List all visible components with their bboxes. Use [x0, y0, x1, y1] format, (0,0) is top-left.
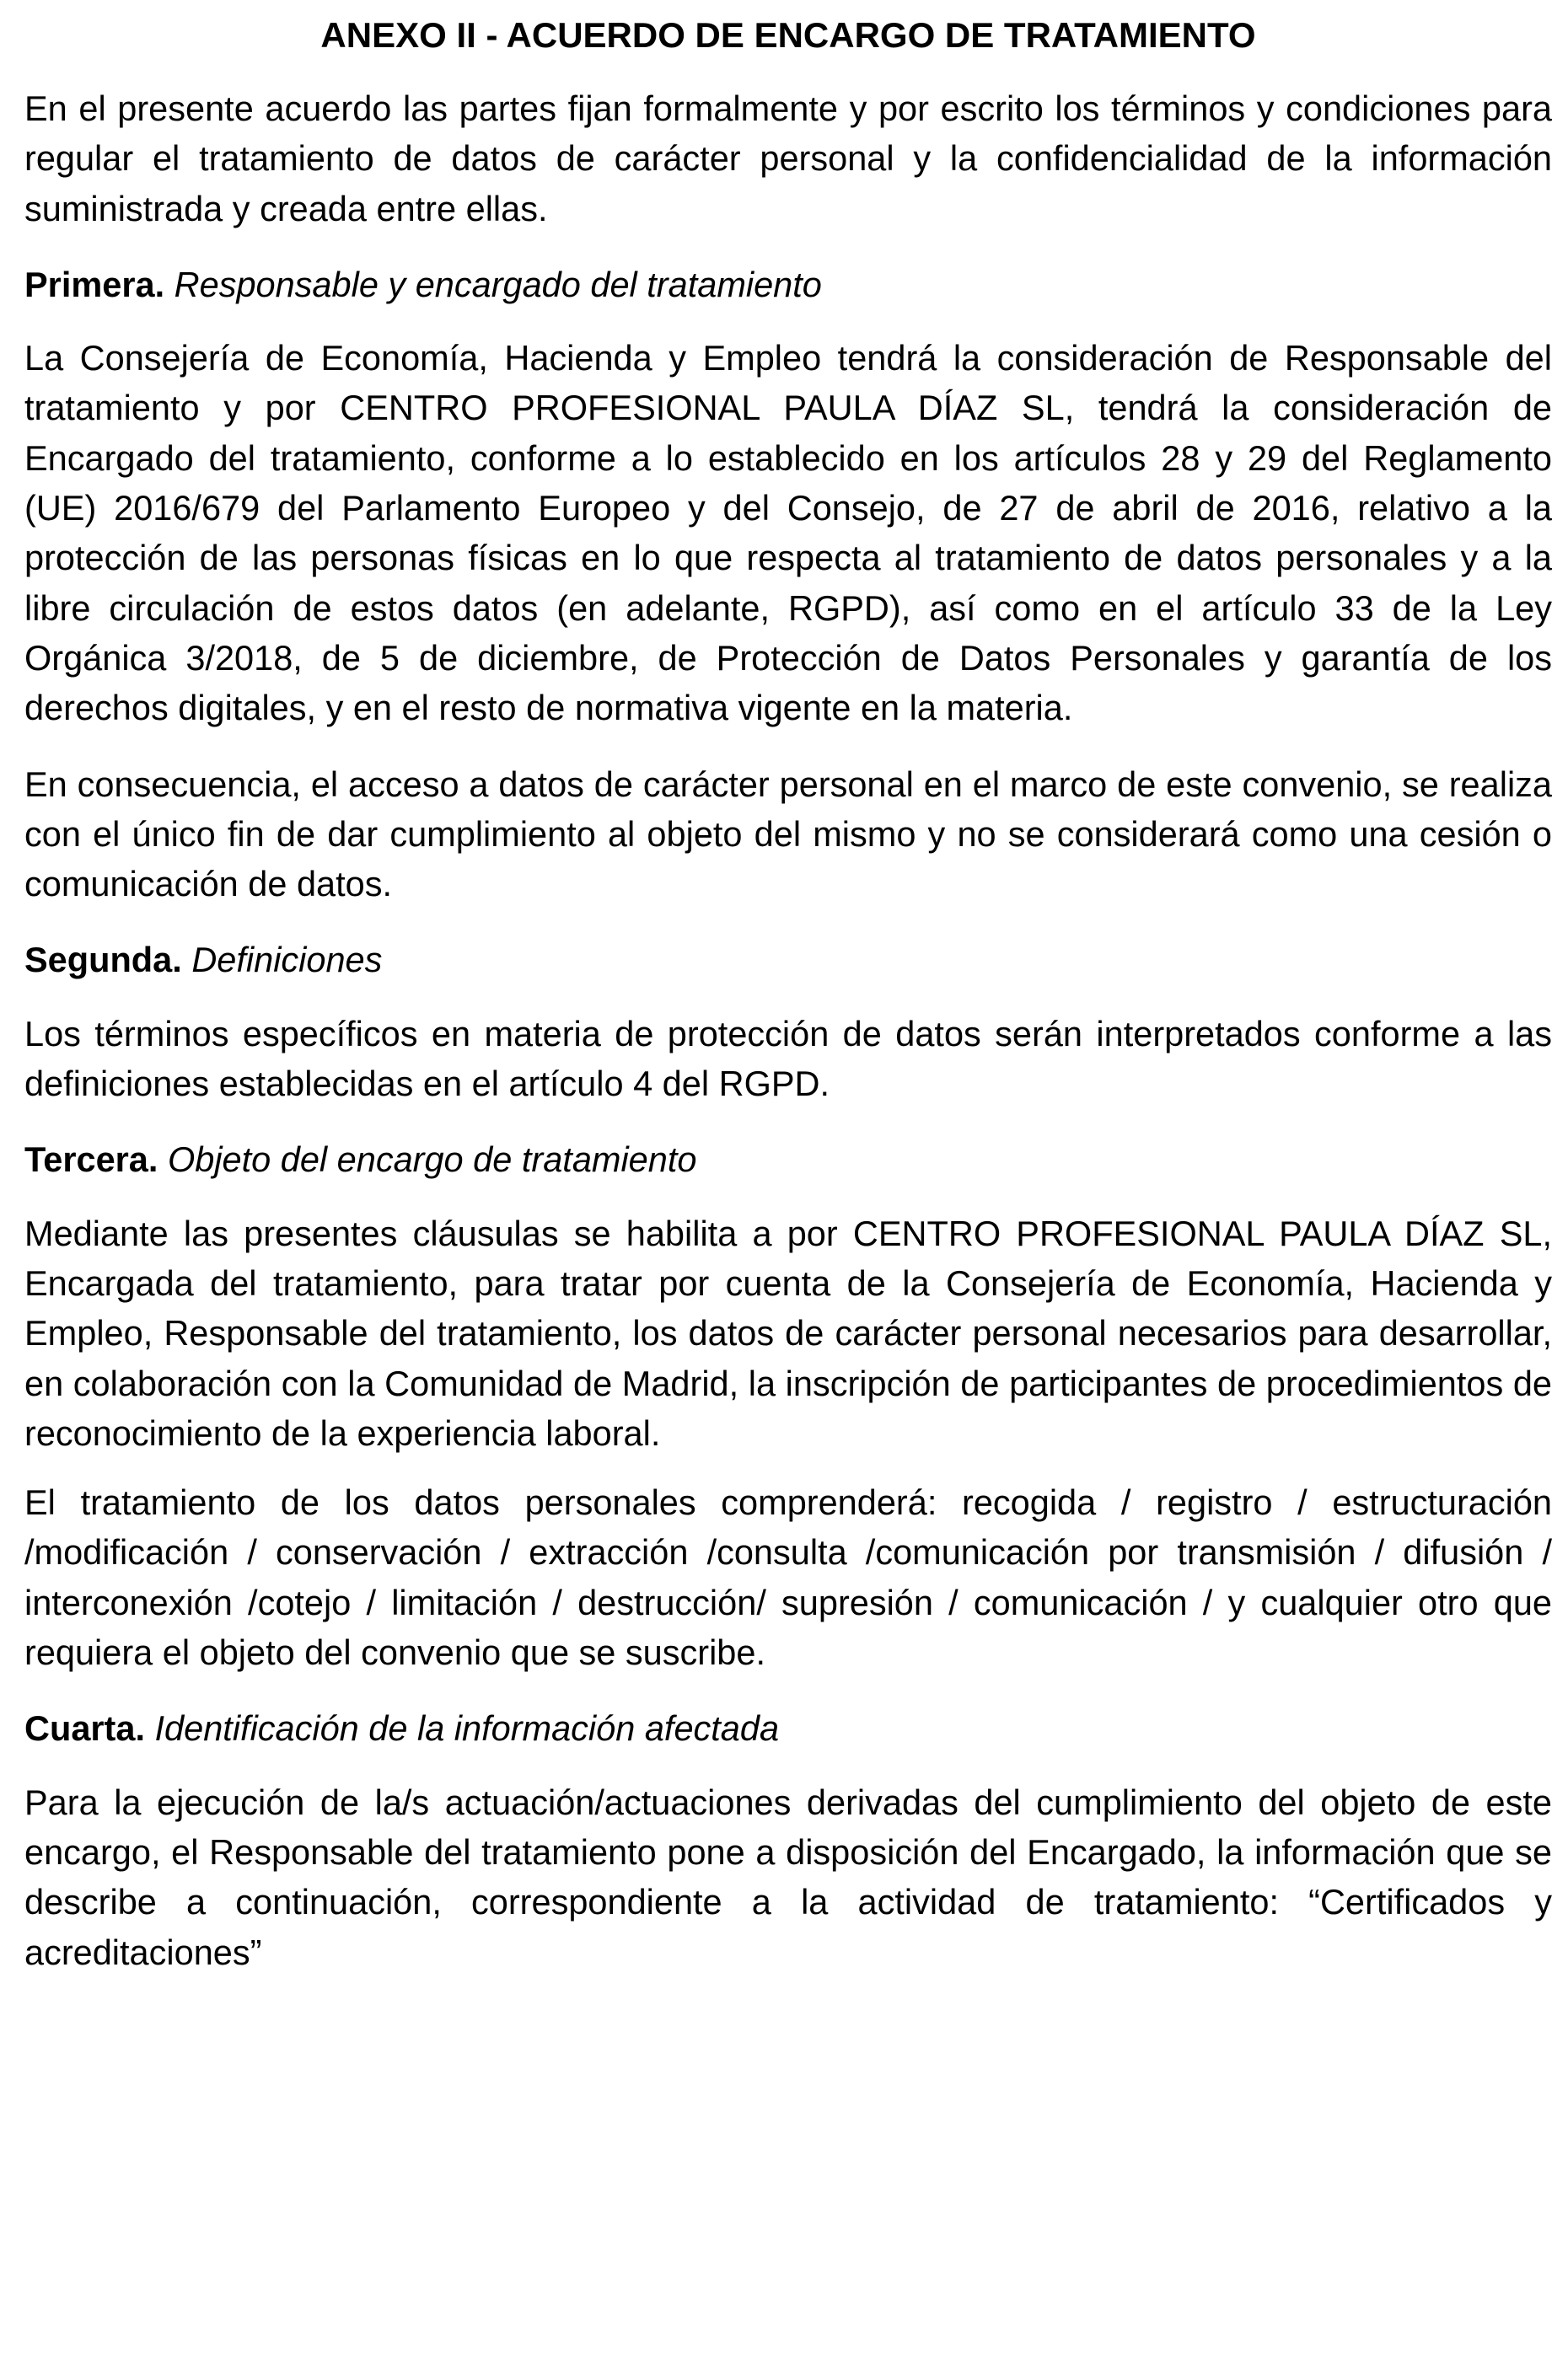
section-heading-tercera — [24, 1134, 1552, 1184]
section-title: Responsable y encargado del tratamiento — [174, 264, 822, 304]
section-heading-segunda — [24, 935, 1552, 984]
section-paragraph: La Consejería de Economía, Hacienda y Empleo tendrá la consideración de Responsable del tratamiento y por CENTRO PROFESIONAL PAULA DÍAZ SL, tendrá la consideración de Encargado del tratamiento, conforme a lo establecido en los artículos 28 y 29 del Reglamento (UE) 2016/679 del Parlamento Europeo y del Consejo, de 27 de abril de 2016, relativo a la protección de las personas físicas en lo que respecta al tratamiento de datos personales y a la libre circulación de estos datos (en adelante, RGPD), así como en el artículo 33 de la Ley Orgánica 3/2018, de 5 de diciembre, de Protección de Datos Personales y garantía de los derechos digitales, y en el resto de normativa vigente en la materia. — [24, 338, 1552, 728]
document-body — [24, 10, 1552, 1977]
spacer — [24, 60, 1552, 83]
spacer — [24, 733, 1552, 759]
spacer — [24, 233, 1552, 260]
spacer — [24, 1677, 1552, 1703]
spacer — [24, 985, 1552, 1009]
section-title: Objeto del encargo de tratamiento — [167, 1139, 697, 1180]
section-number: Primera. — [24, 264, 165, 304]
section-paragraph: El tratamiento de los datos personales comprenderá: recogida / registro / estructuración /modificación / conservación / extracción /consulta /comunicación por transmisión / difusión / interconexión /cotejo / limitación / destrucción/ supresión / comunicación / y cualquier otro que requiera el objeto del convenio que se suscribe. — [24, 1482, 1552, 1673]
spacer — [24, 309, 1552, 333]
document-title: ANEXO II - ACUERDO DE ENCARGO DE TRATAMIENTO — [320, 15, 1256, 55]
intro-paragraph: En el presente acuerdo las partes fijan formalmente y por escrito los términos y condiciones para regular el tratamiento de datos de carácter personal y la confidencialidad de la información suministrada y creada entre ellas. — [24, 88, 1552, 228]
section-paragraph: Mediante las presentes cláusulas se habilita a por CENTRO PROFESIONAL PAULA DÍAZ SL, Encargada del tratamiento, para tratar por cuenta de la Consejería de Economía, Hacienda y Empleo, Responsable del tratamiento, los datos de carácter personal necesarios para desarrollar, en colaboración con la Comunidad de Madrid, la inscripción de participantes de procedimientos de reconocimiento de la experiencia laboral. — [24, 1213, 1552, 1453]
spacer — [24, 1754, 1552, 1777]
spacer — [24, 1458, 1552, 1477]
section-number: Cuarta. — [24, 1708, 145, 1749]
section-number: Segunda. — [24, 940, 182, 980]
spacer — [24, 909, 1552, 935]
section-heading-primera — [24, 260, 1552, 309]
section-number: Tercera. — [24, 1139, 158, 1180]
section-title: Definiciones — [191, 940, 383, 980]
section-title: Identificación de la información afectada — [154, 1708, 780, 1749]
section-paragraph: Para la ejecución de la/s actuación/actuaciones derivadas del cumplimiento del objeto de este encargo, el Responsable del tratamiento pone a disposición del Encargado, la información que se describe a continuación, correspondiente a la actividad de tratamiento: “Certificados y acreditaciones” — [24, 1782, 1552, 1972]
spacer — [24, 1185, 1552, 1209]
section-paragraph: Los términos específicos en materia de protección de datos serán interpretados conforme a las definiciones establecidas en el artículo 4 del RGPD. — [24, 1013, 1552, 1104]
section-heading-cuarta — [24, 1703, 1552, 1753]
spacer — [24, 1108, 1552, 1134]
section-paragraph: En consecuencia, el acceso a datos de carácter personal en el marco de este convenio, se realiza con el único fin de dar cumplimiento al objeto del mismo y no se considerará como una cesión o comunicación de datos. — [24, 764, 1552, 904]
